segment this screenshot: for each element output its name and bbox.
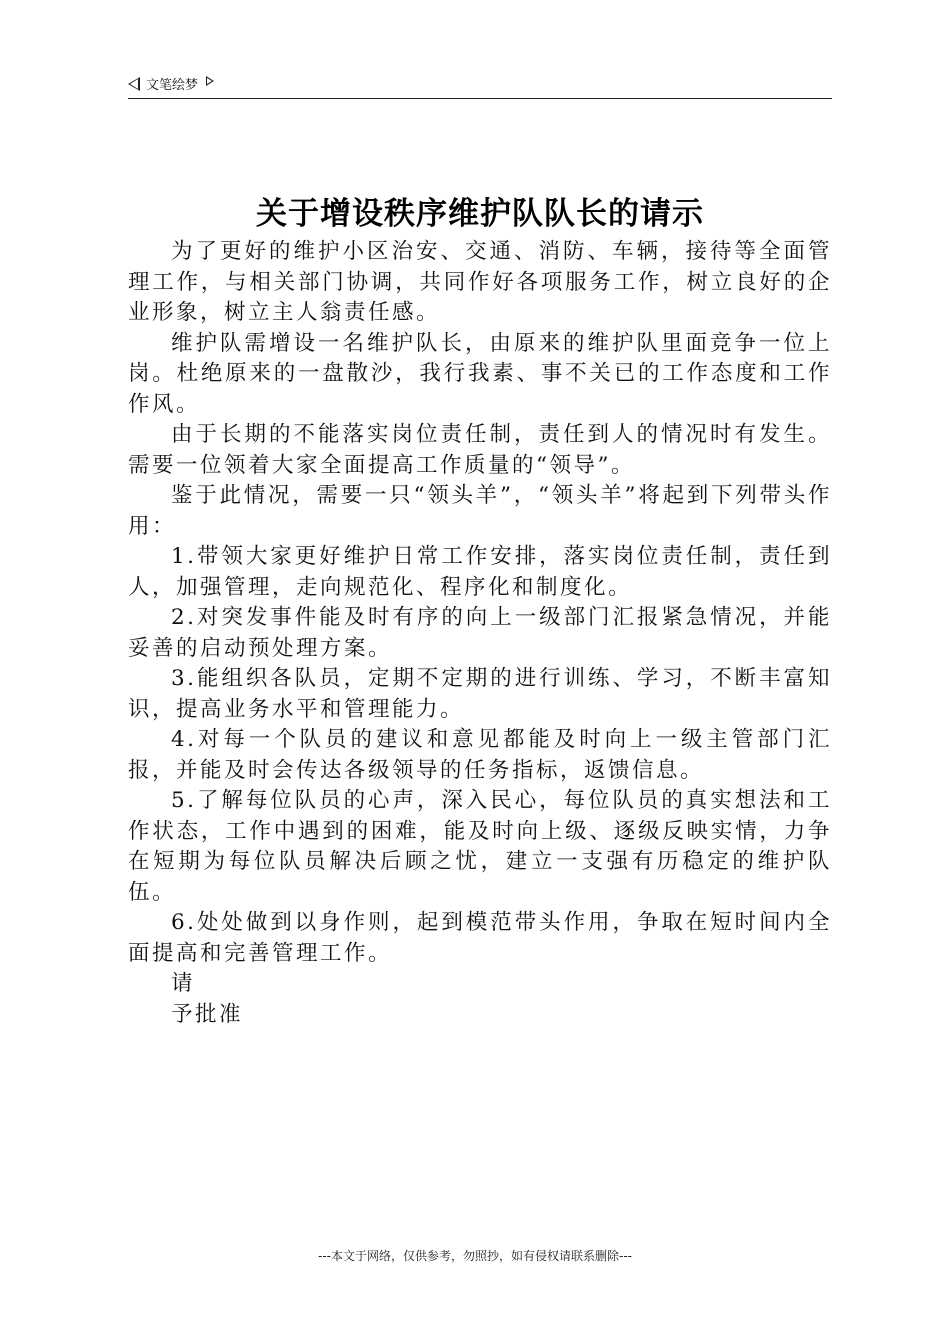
list-item: 2.对突发事件能及时有序的向上一级部门汇报紧急情况，并能妥善的启动预处理方案。 xyxy=(128,605,832,661)
document-title: 关于增设秩序维护队队长的请示 xyxy=(256,196,704,232)
triangle-left-icon xyxy=(128,77,140,91)
triangle-right-icon xyxy=(206,76,214,86)
closing-line: 请 xyxy=(171,971,196,996)
header-brand-text: 文笔绘梦 xyxy=(146,78,199,93)
list-item: 6.处处做到以身作则，起到模范带头作用，争取在短时间内全面提高和完善管理工作。 xyxy=(128,910,832,966)
document-body xyxy=(128,237,832,1030)
body-paragraph: 由于长期的不能落实岗位责任制，责任到人的情况时有发生。需要一位领着大家全面提高工作质量的“领导”。 xyxy=(128,422,832,478)
page-header xyxy=(128,74,832,99)
header-brand xyxy=(128,74,214,93)
footer-disclaimer: ---本文于网络，仅供参考，勿照抄，如有侵权请联系删除--- xyxy=(318,1249,632,1263)
body-paragraph: 为了更好的维护小区治安、交通、消防、车辆，接待等全面管理工作，与相关部门协调，共同作好各项服务工作，树立良好的企业形象，树立主人翁责任感。 xyxy=(128,239,832,325)
list-item: 4.对每一个队员的建议和意见都能及时向上一级主管部门汇报，并能及时会传达各级领导的任务指标，返馈信息。 xyxy=(128,727,832,783)
body-paragraph: 鉴于此情况，需要一只“领头羊”，“领头羊”将起到下列带头作用： xyxy=(128,483,832,539)
body-paragraph: 维护队需增设一名维护队长，由原来的维护队里面竞争一位上岗。杜绝原来的一盘散沙，我行我素、事不关已的工作态度和工作作风。 xyxy=(128,330,832,417)
list-item: 1.带领大家更好维护日常工作安排，落实岗位责任制，责任到人，加强管理，走向规范化、程序化和制度化。 xyxy=(128,544,832,600)
list-item: 3.能组织各队员，定期不定期的进行训练、学习，不断丰富知识，提高业务水平和管理能力。 xyxy=(128,666,832,722)
closing-line: 予批准 xyxy=(171,1001,244,1027)
list-item: 5.了解每位队员的心声，深入民心，每位队员的真实想法和工作状态，工作中遇到的困难，能及时向上级、逐级反映实情，力争在短期为每位队员解决后顾之忧，建立一支强有历稳定的维护队伍。 xyxy=(128,788,832,905)
